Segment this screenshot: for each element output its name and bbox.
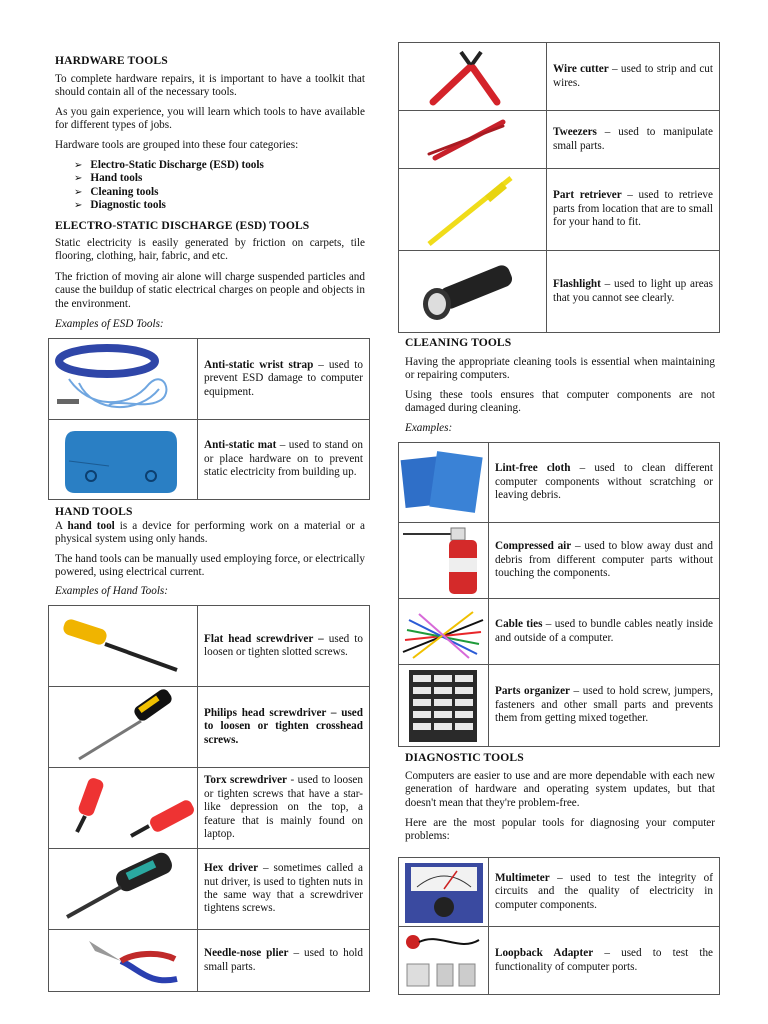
list-item: ➢ Electro-Static Discharge (ESD) tools [74, 159, 264, 172]
table-cell [198, 606, 370, 687]
flashlight-icon [399, 251, 547, 333]
tool-description: – used to hold screw, jumpers, fasteners and other small parts and prevents them from getting mixed together. [495, 685, 713, 725]
antistatic-mat-icon [49, 420, 198, 500]
table-row [399, 43, 720, 111]
tool-description: – sometimes called a nut driver, is used to tighten nuts in the same way that a screwdriver tightens screws. [204, 862, 363, 915]
categories-list [74, 159, 264, 213]
table-row [49, 339, 370, 420]
tool-description: – used to strip and cut wires. [553, 63, 713, 89]
table-cell [489, 523, 720, 599]
tool-name: Multimeter [495, 871, 550, 884]
table-row [399, 251, 720, 333]
table-row [49, 930, 370, 992]
table-row [49, 768, 370, 849]
wrist-strap-icon [49, 339, 198, 420]
esd-paragraph-2: The friction of moving air alone will charge suspended particles and cause the buildup of static electrical charges on people and objects in the environment. [55, 271, 365, 310]
tool-name: Compressed air [495, 540, 572, 553]
tool-name: Anti-static wrist strap [204, 358, 314, 371]
loopback-adapter-icon [399, 927, 489, 995]
esd-examples-label: Examples of ESD Tools: [55, 318, 164, 330]
table-cell [547, 251, 720, 333]
tool-description: - used to loosen or tighten screws that have a star-like depression on the top, a feature that is mainly found on laptop. [204, 774, 363, 841]
compressed-air-icon [399, 523, 489, 599]
table-row [49, 420, 370, 500]
tool-description: – used to hold small parts. [204, 947, 363, 973]
table-cell [198, 930, 370, 992]
cleaning-tools-heading: CLEANING TOOLS [405, 336, 512, 349]
tool-name: Anti-static mat [204, 439, 277, 452]
tool-name: Tweezers [553, 126, 597, 139]
table-row [399, 443, 720, 523]
tool-description: – used to blow away dust and debris from different computer parts without touching the components. [495, 540, 713, 580]
table-cell [489, 599, 720, 665]
tool-description: – used to light up areas that you cannot see clearly. [553, 278, 713, 304]
cleaning-paragraph-2: Using these tools ensures that computer components are not damaged during cleaning. [405, 389, 715, 415]
diagnostic-paragraph-2: Here are the most popular tools for diagnosing your computer problems: [405, 817, 715, 843]
cleaning-examples-label: Examples: [405, 422, 453, 434]
table-cell [489, 927, 720, 995]
hand-tools-table-continued [398, 42, 720, 333]
tool-description: – used to manipulate small parts. [553, 126, 713, 152]
tool-name: Part retriever [553, 189, 622, 202]
table-cell [489, 665, 720, 747]
table-cell [547, 43, 720, 111]
table-row [399, 927, 720, 995]
tool-name: Flashlight [553, 278, 601, 291]
table-cell [489, 858, 720, 927]
hand-tools-definition: A hand tool is a device for performing work on a material or a physical system using only hands. [55, 520, 365, 546]
hardware-experience-paragraph: As you gain experience, you will learn which tools to have available for different types of jobs. [55, 106, 365, 132]
table-cell [198, 687, 370, 768]
hand-tools-table [48, 605, 370, 992]
hex-driver-icon [49, 849, 198, 930]
esd-tools-heading: ELECTRO-STATIC DISCHARGE (ESD) TOOLS [55, 219, 310, 232]
tweezers-icon [399, 111, 547, 169]
hardware-intro-paragraph: To complete hardware repairs, it is important to have a toolkit that should contain all of the necessary tools. [55, 73, 365, 99]
diagnostic-paragraph-1: Computers are easier to use and are more dependable with each new generation of hardware and operating system updates, but that doesn't mean that they're problem-free. [405, 770, 715, 809]
table-row [49, 606, 370, 687]
table-row [399, 858, 720, 927]
needle-nose-plier-icon [49, 930, 198, 992]
table-row [399, 665, 720, 747]
hand-tools-paragraph-2: The hand tools can be manually used employing force, or electrically powered, using electrical current. [55, 553, 365, 579]
diagnostic-tools-table [398, 857, 720, 995]
tool-description: – used to retrieve parts from location that are to small for your hand to fit. [553, 189, 713, 229]
hand-tools-heading: HAND TOOLS [55, 505, 133, 518]
cable-ties-icon [399, 599, 489, 665]
multimeter-icon [399, 858, 489, 927]
esd-tools-table [48, 338, 370, 500]
list-item: ➢ Cleaning tools [74, 186, 264, 199]
tool-description: – used to stand on or place hardware on to prevent static electricity from building up. [204, 439, 363, 479]
flat-screwdriver-icon [49, 606, 198, 687]
table-cell [198, 849, 370, 930]
table-row [49, 849, 370, 930]
cleaning-paragraph-1: Having the appropriate cleaning tools is essential when maintaining or repairing computers. [405, 356, 715, 382]
tool-description: – used to test the functionality of computer ports. [495, 947, 714, 973]
hardware-categories-intro: Hardware tools are grouped into these four categories: [55, 139, 299, 151]
esd-paragraph-1: Static electricity is easily generated by friction on carpets, tile flooring, clothing, hair, fabric, and etc. [55, 237, 365, 263]
list-item: ➢ Hand tools [74, 172, 264, 185]
tool-name: Loopback Adapter [495, 947, 594, 960]
lint-free-cloth-icon [399, 443, 489, 523]
tool-name: Philips head screwdriver – used to loosen or tighten crosshead screws. [204, 706, 363, 746]
tool-name: Lint-free cloth [495, 462, 571, 475]
table-row [399, 599, 720, 665]
tool-description: – used to clean different computer components without scratching or leaving debris. [495, 462, 713, 502]
tool-name: Torx screwdriver [204, 774, 287, 787]
table-cell [198, 339, 370, 420]
part-retriever-icon [399, 169, 547, 251]
table-row [49, 687, 370, 768]
table-cell [198, 420, 370, 500]
tool-description: – used to prevent ESD damage to computer equipment. [204, 358, 363, 398]
hardware-tools-heading: HARDWARE TOOLS [55, 54, 168, 67]
tool-name: Cable ties [495, 618, 543, 631]
tool-description: used to loosen or tighten slotted screws. [204, 632, 363, 658]
tool-name: Needle-nose plier [204, 947, 289, 960]
tool-name: Wire cutter [553, 63, 609, 76]
table-cell [547, 111, 720, 169]
tool-name: Flat head screwdriver – [204, 632, 324, 645]
diagnostic-tools-heading: DIAGNOSTIC TOOLS [405, 751, 524, 764]
list-item: ➢ Diagnostic tools [74, 199, 264, 212]
table-row [399, 169, 720, 251]
cleaning-tools-table [398, 442, 720, 747]
tool-description: – used to bundle cables neatly inside and outside of a computer. [495, 618, 713, 644]
table-row [399, 523, 720, 599]
philips-screwdriver-icon [49, 687, 198, 768]
tool-description: – used to test the integrity of circuits and the quality of electricity in computer components. [495, 871, 713, 911]
table-cell [198, 768, 370, 849]
torx-screwdriver-icon [49, 768, 198, 849]
table-row [399, 111, 720, 169]
tool-name: Parts organizer [495, 685, 570, 698]
parts-organizer-icon [399, 665, 489, 747]
hand-examples-label: Examples of Hand Tools: [55, 585, 169, 597]
table-cell [489, 443, 720, 523]
wire-cutter-icon [399, 43, 547, 111]
table-cell [547, 169, 720, 251]
tool-name: Hex driver [204, 862, 259, 875]
